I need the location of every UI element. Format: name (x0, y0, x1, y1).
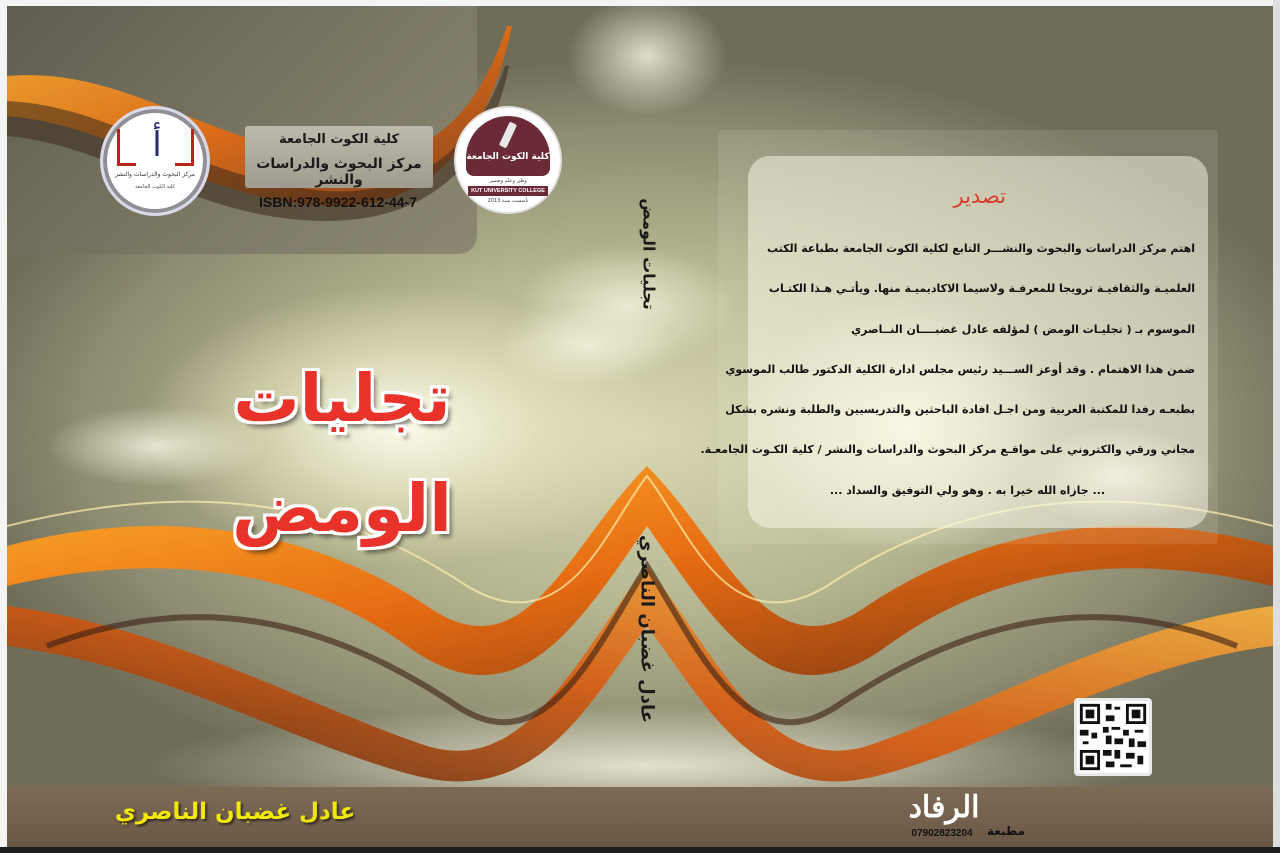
center-name: مركز البحوث والدراسات والنشر (256, 156, 422, 188)
spine-author-text: عادل غضبان الناصري (636, 534, 658, 724)
book-cover (7, 6, 1273, 847)
spine-author (631, 534, 663, 724)
logo-caption: مركز البحوث والدراسات والنشر (115, 171, 195, 178)
page-edge (1273, 0, 1280, 853)
book-right-icon (175, 129, 194, 166)
logo-emblem-text: كلية الكوت الجامعة (466, 152, 550, 162)
logo-established: تأسست سنة 2013 (487, 198, 529, 204)
preface-panel (700, 156, 1208, 528)
page-edge (0, 847, 1280, 853)
preface-line: مجاني ورقي والكتروني على مواقـع مركز البحوث والدراسات والنشر / كلية الكـوت الجامعـة. (700, 443, 1195, 456)
logo-subcaption: كلية الكوت الجامعة (135, 184, 175, 190)
logo-band-text: KUT UNIVERSITY COLLEGE (468, 186, 548, 196)
qr-code (1074, 698, 1152, 776)
pen-icon (499, 122, 517, 149)
publisher-plaque (245, 126, 433, 188)
kut-college-logo (454, 106, 562, 214)
author-name: عادل غضبان الناصري (114, 799, 356, 825)
preface-line: العلميـة والثقافيـة ترويجا للمعرفـة ولاسيما الاكاديميـة منها. ويأتـي هـذا الكتـاب (768, 282, 1195, 295)
preface-line: ... جازاه الله خيرا به . وهو ولي التوفيق والسداد ... (829, 484, 1105, 497)
printer-label: مطبعة (987, 824, 1026, 838)
preface-line: الموسوم بـ ( تجليـات الومض ) لمؤلفه عادل غضبــــان النــاصري (851, 323, 1195, 336)
college-name: كلية الكوت الجامعة (278, 132, 400, 147)
qr-code-icon (1077, 701, 1149, 773)
isbn-number: ISBN:978-9922-612-44-7 (259, 194, 417, 210)
printer-logo: الرفاد (908, 790, 980, 825)
research-center-logo (100, 106, 210, 216)
book-left-icon (117, 129, 136, 166)
preface-line: ضمن هذا الاهتمام . وقد أوعز الســـيد رئيس مجلس ادارة الكلية الدكتور طالب الموسوي (725, 363, 1195, 376)
spine-title-text: تجليات الومض (639, 198, 659, 310)
preface-line: بطبعـه رفدا للمكتبة العربية ومن اجـل افادة الباحثين والتدريسيين والطلبة ونشره بشكل (725, 403, 1195, 416)
printer-phone: 07902823204 (911, 828, 973, 839)
preface-heading: تصدير (953, 184, 1006, 208)
spine-title (635, 194, 663, 314)
logo-emblem (466, 116, 550, 176)
alef-letter-icon: أ (152, 125, 162, 165)
preface-line: اهتم مركز الدراسات والبحوث والنشـــر التابع لكلية الكوت الجامعة بطباعة الكتب (766, 242, 1195, 255)
logo-motto: وطن وعلم وضمير (489, 178, 527, 184)
book-title: تجليات الومض (232, 360, 452, 547)
